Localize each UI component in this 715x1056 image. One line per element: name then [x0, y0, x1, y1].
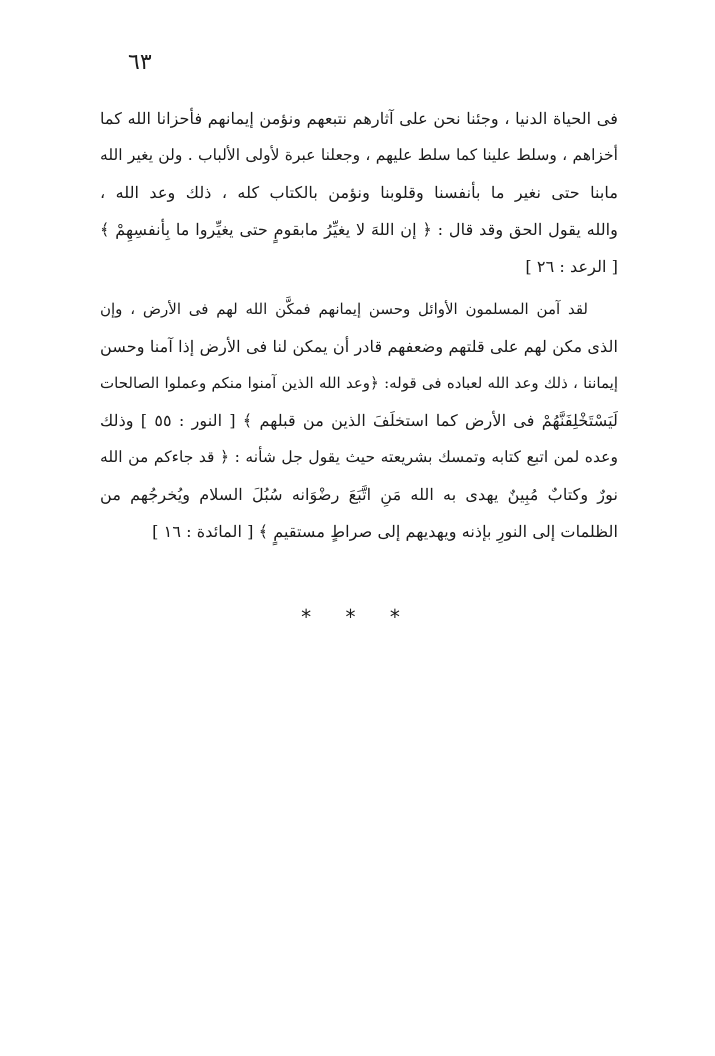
text-line: لقد آمن المسلمون الأوائل وحسن إيمانهم فمكَّن الله لهم فى الأرض ، وإن — [100, 300, 588, 318]
text-line: أخزاهم ، وسلط علينا كما سلط عليهم ، وجعلنا عبرة لأولى الألباب . ولن يغير الله — [100, 146, 618, 164]
section-divider: * * * — [301, 605, 414, 629]
text-line: والله يقول الحق وقد قال : ﴿ إن اللهَ لا يغيِّرُ مابقومٍ حتى يغيِّروا ما بِأنفسِهِمْ ﴾ — [100, 220, 618, 239]
body-text — [100, 100, 618, 550]
text-line: نورٌ وكتابٌ مُبِينٌ يهدى به الله مَنِ اتَّبَعَ رضْوَانه سُبُلَ السلام ويُخرجُهم من — [100, 485, 618, 504]
text-line: وعده لمن اتبع كتابه وتمسك بشريعته حيث يقول جل شأنه : ﴿ قد جاءكم من الله — [100, 448, 618, 466]
text-line: [ الرعد : ٢٦ ] — [525, 257, 618, 276]
text-line: الذى مكن لهم على قلتهم وضعفهم قادر أن يمكن لنا فى الأرض إذا آمنا وحسن — [100, 337, 618, 356]
text-line: لَيَسْتَخْلِفَنَّهُمْ فى الأرض كما استخلَفَ الذين من قبلهم ﴾ [ النور : ٥٥ ] وذلك — [100, 411, 618, 430]
paragraph-2 — [100, 291, 618, 550]
text-line: مابنا حتى نغير ما بأنفسنا وقلوبنا ونؤمن بالكتاب كله ، ذلك وعد الله ، — [100, 183, 618, 202]
text-line: الظلمات إلى النورِ بإذنه ويهديهم إلى صراطٍ مستقيمٍ ﴾ [ المائدة : ١٦ ] — [152, 522, 618, 541]
text-line: إيماننا ، ذلك وعد الله لعباده فى قوله: ﴿وعد الله الذين آمنوا منكم وعملوا الصالحات — [100, 374, 618, 392]
text-line: فى الحياة الدنيا ، وجئنا نحن على آثارهم نتبعهم ونؤمن إيمانهم فأحزانا الله كما — [100, 109, 618, 128]
page-number: ٦٣ — [128, 50, 152, 75]
paragraph-1 — [100, 100, 618, 285]
